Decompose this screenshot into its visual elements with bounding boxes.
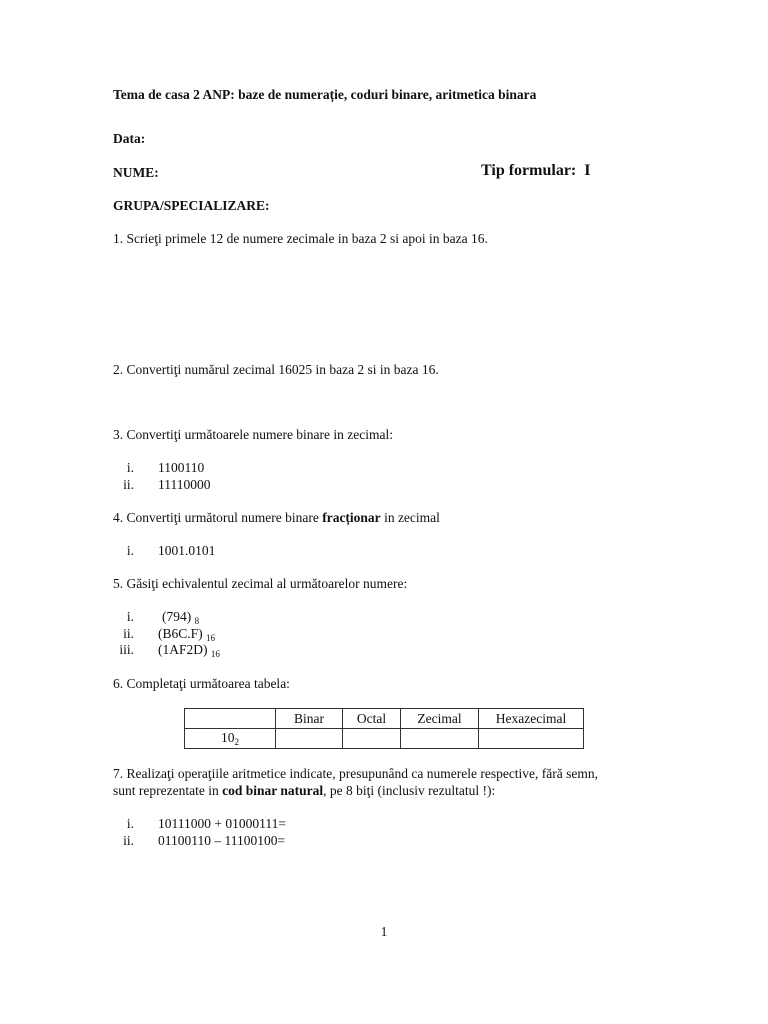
q7-item-1-value: 10111000 + 01000111= <box>158 816 286 831</box>
q7-item-2-value: 01100110 – 11100100= <box>158 833 286 848</box>
q5-item-3-value <box>158 642 220 659</box>
table-row-base: 2 <box>234 737 239 747</box>
name-label: NUME: <box>113 165 159 180</box>
form-type <box>481 162 591 180</box>
table-header-octal: Octal <box>343 709 401 729</box>
group-label: GRUPA/SPECIALIZARE: <box>113 198 270 213</box>
table-header-empty <box>185 709 276 729</box>
q3-item-1-value: 1100110 <box>158 460 205 475</box>
question-3: 3. Convertiţi următoarele numere binare in zecimal: <box>113 427 394 442</box>
q4-text-before: 4. Convertiţi următorul numere binare <box>113 510 323 525</box>
q5-item-2-value <box>158 626 215 643</box>
question-5: 5. Găsiţi echivalentul zecimal al următoarelor numere: <box>113 576 408 591</box>
q3-item-2-number: ii. <box>123 477 134 492</box>
question-2: 2. Convertiţi numărul zecimal 16025 in baza 2 si in baza 16. <box>113 362 439 377</box>
table-header-binar: Binar <box>276 709 343 729</box>
question-4 <box>113 510 440 526</box>
q4-text-after: in zecimal <box>380 510 440 525</box>
q4-item-1-value: 1001.0101 <box>158 543 216 558</box>
table-cell-hexazecimal[interactable] <box>479 729 584 749</box>
q5-item-3-number-value: (1AF2D) <box>158 642 208 657</box>
date-label: Data: <box>113 131 146 146</box>
question-1: 1. Scrieţi primele 12 de numere zecimale in baza 2 si apoi in baza 16. <box>113 231 488 246</box>
q5-item-2-number: ii. <box>123 626 134 641</box>
conversion-table <box>184 708 584 749</box>
q4-text-bold: fracționar <box>322 510 381 525</box>
question-7-line-1: 7. Realizaţi operaţiile aritmetice indicate, presupunând ca numerele respective, fără semn, <box>113 766 599 781</box>
q5-item-1-base: 8 <box>194 616 200 626</box>
table-header-hexazecimal: Hexazecimal <box>479 709 584 729</box>
page-number: 1 <box>380 924 388 939</box>
q3-item-2-value: 11110000 <box>158 477 211 492</box>
question-7-line-2 <box>113 783 495 799</box>
q7-item-1-number: i. <box>126 816 134 831</box>
q5-item-2-base: 16 <box>206 633 216 643</box>
form-type-value: I <box>584 162 591 179</box>
q7-item-2-number: ii. <box>123 833 134 848</box>
q7-line2-after: , pe 8 biţi (inclusiv rezultatul !): <box>323 783 496 798</box>
q5-item-3-base: 16 <box>210 649 220 659</box>
q5-item-1-number-value: (794) <box>162 609 192 624</box>
q3-item-1-number: i. <box>126 460 134 475</box>
table-cell-zecimal[interactable] <box>401 729 479 749</box>
document-title: Tema de casa 2 ANP: baze de numerație, coduri binare, aritmetica binara <box>113 87 537 102</box>
question-6: 6. Completaţi următoarea tabela: <box>113 676 290 691</box>
table-cell-value <box>185 729 276 749</box>
table-cell-octal[interactable] <box>343 729 401 749</box>
table-cell-binar[interactable] <box>276 729 343 749</box>
q5-item-1-value <box>162 609 199 626</box>
q5-item-1-number: i. <box>126 609 134 624</box>
q5-item-2-number-value: (B6C.F) <box>158 626 203 641</box>
q5-item-3-number: iii. <box>119 642 134 657</box>
q7-line2-bold: cod binar natural <box>222 783 324 798</box>
table-row-number: 10 <box>221 730 235 745</box>
form-type-label: Tip formular: <box>481 162 577 179</box>
table-row <box>185 729 584 749</box>
table-header-row <box>185 709 584 729</box>
q4-item-1-number: i. <box>126 543 134 558</box>
q7-line2-before: sunt reprezentate in <box>113 783 223 798</box>
table-header-zecimal: Zecimal <box>401 709 479 729</box>
